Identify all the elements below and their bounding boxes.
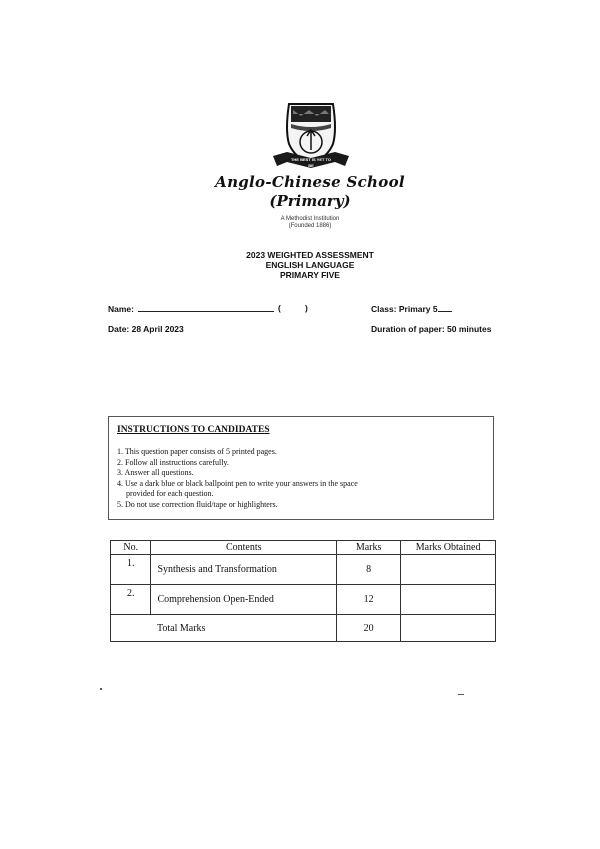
motto-line-2: (Founded 1886) [288,223,332,229]
header-no: No. [111,541,151,555]
assessment-title: 2023 WEIGHTED ASSESSMENT [246,250,374,260]
table-total-row [111,615,496,642]
total-label: Total Marks [151,615,337,642]
motto-line-1: A Methodist Institution [280,216,340,222]
row-number: 1. [111,555,151,585]
instruction-item: 1. This question paper consists of 5 printed pages. [117,447,277,456]
header-marks: Marks [337,541,401,555]
class-field [371,303,452,314]
class-blank-line[interactable] [438,303,452,312]
instruction-item: 4. Use a dark blue or black ballpoint pen to write your answers in the space [117,478,358,488]
index-paren-close: ) [305,303,308,313]
subject-title: ENGLISH LANGUAGE [265,260,355,270]
crest-banner-text: THE BEST IS YET TO BE [290,157,332,168]
instructions-box [108,416,494,520]
row-marks-obtained[interactable] [401,585,496,615]
table-row [111,555,496,585]
row-number: 2. [111,585,151,615]
table-header-row [111,541,496,555]
table-row [111,585,496,615]
school-subtitle: (Primary) [269,192,351,210]
instruction-item-continuation: provided for each question. [126,489,214,498]
instruction-item: 5. Do not use correction fluid/tape or highlighters. [117,499,278,509]
row-marks: 12 [337,585,401,615]
instruction-item: 2. Follow all instructions carefully. [117,457,229,467]
instruction-item: 3. Answer all questions. [117,468,194,477]
instructions-list [117,447,358,510]
header-marks-obtained: Marks Obtained [401,541,496,555]
header-contents: Contents [151,541,337,555]
index-paren-open: ( [278,303,281,313]
name-label: Name: [108,304,134,314]
scan-speck [458,694,464,695]
row-marks-obtained[interactable] [401,555,496,585]
date-label: Date: 28 April 2023 [108,324,184,334]
school-crest [271,100,351,174]
total-marks: 20 [337,615,401,642]
level-title: PRIMARY FIVE [280,270,340,280]
row-marks: 8 [337,555,401,585]
total-marks-obtained[interactable] [401,615,496,642]
school-name: Anglo-Chinese School [215,173,405,191]
total-empty-cell [111,615,151,642]
row-content: Comprehension Open-Ended [151,585,337,615]
row-content: Synthesis and Transformation [151,555,337,585]
instructions-title: INSTRUCTIONS TO CANDIDATES [117,425,270,435]
class-label: Class: Primary 5 [371,304,438,314]
name-field [108,303,274,314]
scan-speck [100,688,102,690]
name-blank-line[interactable] [138,303,274,312]
contents-table [110,540,496,642]
duration-label: Duration of paper: 50 minutes [371,324,492,334]
